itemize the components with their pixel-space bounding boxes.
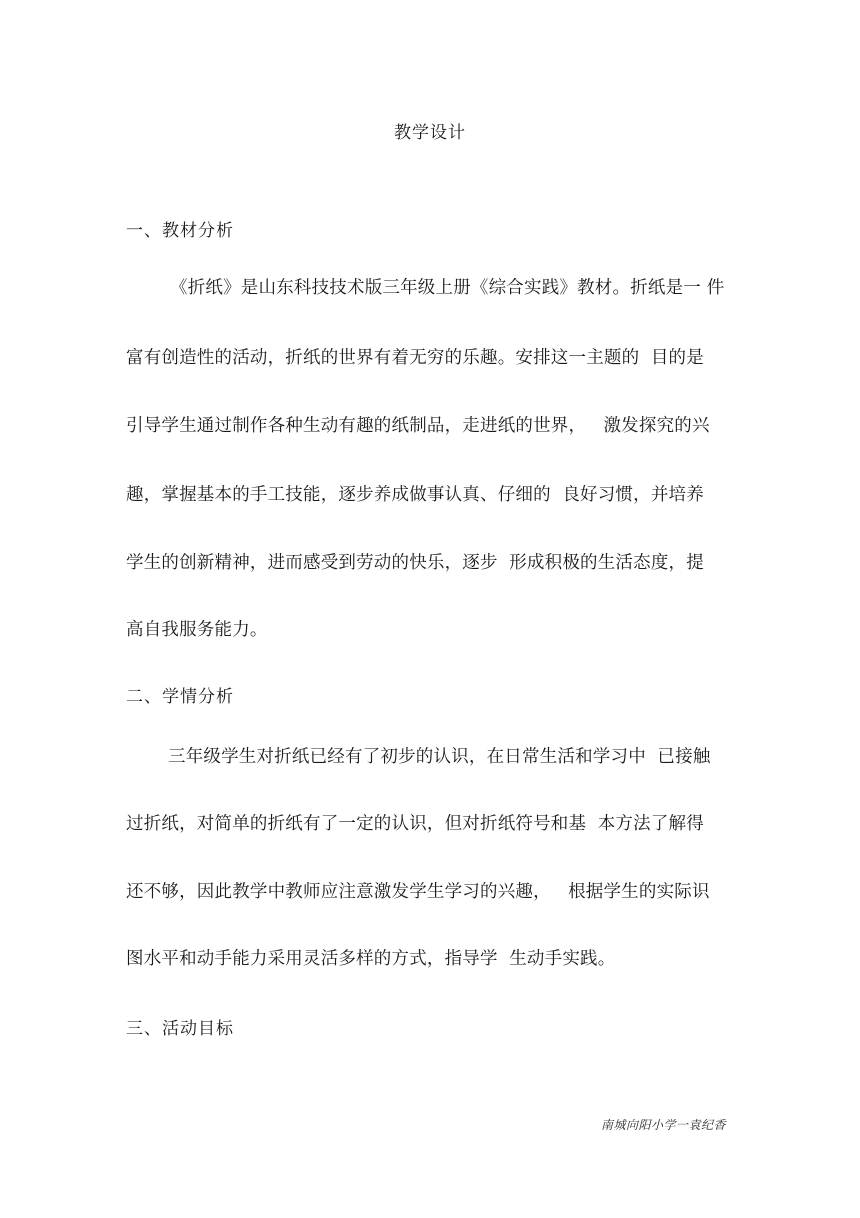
paragraph-line: 趣，掌握基本的手工技能，逐步养成做事认真、仔细的 良好习惯，并培养 (126, 485, 704, 505)
paragraph-line: 《折纸》是山东科技技术版三年级上册《综合实践》教材。折纸是一 件 (170, 278, 725, 298)
paragraph-line: 三年级学生对折纸已经有了初步的认识，在日常生活和学习中 已接触 (168, 747, 711, 767)
paragraph-line: 引导学生通过制作各种生动有趣的纸制品，走进纸的世界， 激发探究的兴 (126, 416, 710, 436)
section-heading-textbook-analysis: 一、教材分析 (126, 221, 234, 241)
paragraph-line: 富有创造性的活动，折纸的世界有着无穷的乐趣。安排这一主题的 目的是 (126, 348, 704, 368)
section-heading-student-analysis: 二、学情分析 (126, 687, 234, 707)
section-heading-activity-goals: 三、活动目标 (126, 1019, 234, 1039)
paragraph-line: 过折纸，对简单的折纸有了一定的认识，但对折纸符号和基 本方法了解得 (126, 814, 704, 834)
document-title: 教学设计 (394, 123, 466, 143)
paragraph-line: 高自我服务能力。 (126, 620, 268, 640)
paragraph-line: 图水平和动手能力采用灵活多样的方式，指导学 生动手实践。 (126, 949, 616, 969)
paragraph-line: 学生的创新精神，进而感受到劳动的快乐，逐步 形成积极的生活态度，提 (126, 553, 704, 573)
page-footer: 南城向阳小学一袁纪香 (600, 1118, 726, 1132)
paragraph-line: 还不够，因此教学中教师应注意激发学生学习的兴趣， 根据学生的实际识 (126, 882, 710, 902)
